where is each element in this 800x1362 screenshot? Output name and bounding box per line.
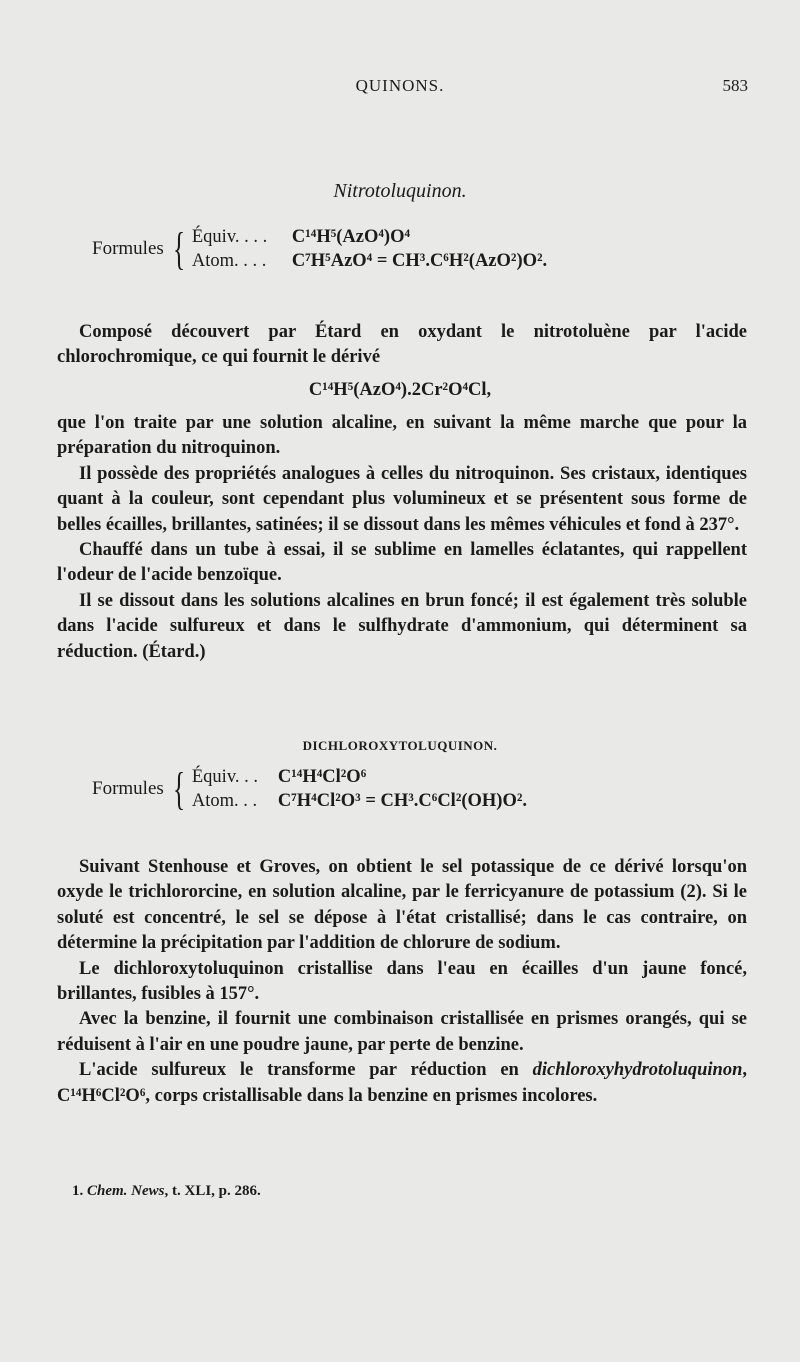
text-block-1 — [57, 320, 747, 371]
paragraph: Le dichloroxytoluquinon cristallise dans l'eau en écailles d'un jaune foncé, brillantes, fusibles à 157°. — [57, 958, 747, 1005]
brace-icon: { — [172, 763, 185, 814]
text-run: L'acide sulfureux le transforme par réduction en — [79, 1060, 533, 1081]
compound-name: dichloroxyhydrotoluquinon — [532, 1060, 743, 1081]
formulas-block-1 — [92, 225, 547, 273]
text-block-2 — [57, 411, 747, 665]
center-formula: C¹⁴H⁵(AzO⁴).2Cr²O⁴Cl, — [308, 380, 492, 400]
footnote-number: 1. — [72, 1183, 84, 1199]
page-number: 583 — [722, 76, 748, 95]
formula-row — [192, 789, 527, 813]
header — [0, 76, 800, 102]
footnote-ref: , t. XLI, p. 286. — [164, 1183, 261, 1199]
formula-value: C⁷H⁵AzO⁴ = CH³.C⁶H²(AzO²)O². — [291, 251, 548, 271]
formulas-label: Formules — [92, 238, 164, 259]
formula-key: Atom. . . . — [191, 251, 267, 271]
paragraph: que l'on traite par une solution alcaline, en suivant la même marche que pour la préparation du nitroquinon. — [57, 413, 747, 459]
formula-value: C¹⁴H⁵(AzO⁴)O⁴ — [291, 227, 411, 247]
formula-value: C⁷H⁴Cl²O³ = CH³.C⁶Cl²(OH)O². — [277, 791, 528, 811]
formula-key: Équiv. . . — [191, 767, 258, 787]
formula-key: Équiv. . . . — [191, 227, 268, 247]
footnote — [72, 1183, 261, 1200]
text-run: , C¹⁴H⁶Cl²O⁶, corps cristallisable dans la benzine en prismes incolores. — [57, 1060, 747, 1106]
paragraph: Composé découvert par Étard en oxydant le nitrotoluène par l'acide chlorochromique, ce qui fournit le dérivé — [57, 322, 747, 368]
formula-row — [192, 249, 547, 273]
paragraph: Suivant Stenhouse et Groves, on obtient le sel potassique de ce dérivé lorsqu'on oxyde le trichlororcine, en solution alcaline, par le ferricyanure de potassium (2). Si le soluté est concentré, le sel se dépose à l'état cristallisé; dans le cas contraire, on détermine la précipitation par l'addition de chlorure de sodium. — [57, 857, 747, 954]
section-title: Nitrotoluquinon. — [333, 180, 467, 202]
formulas-block-2 — [92, 765, 527, 813]
paragraph: Chauffé dans un tube à essai, il se sublime en lamelles éclatantes, qui rappellent l'odeur de l'acide benzoïque. — [57, 540, 747, 586]
paragraph: Avec la benzine, il fournit une combinaison cristallisée en prismes orangés, qui se réduisent à l'air en une poudre jaune, par perte de benzine. — [57, 1009, 747, 1055]
text-block-3 — [57, 855, 747, 1109]
paragraph — [57, 1058, 747, 1109]
formula-row — [192, 765, 527, 789]
footnote-journal: Chem. News — [87, 1183, 165, 1199]
section-heading: DICHLOROXYTOLUQUINON. — [302, 738, 498, 753]
formula-value: C¹⁴H⁴Cl²O⁶ — [277, 767, 367, 787]
paragraph: Il se dissout dans les solutions alcalines en brun foncé; il est également très soluble dans l'acide sulfureux et dans le sulfhydrate d'ammonium, qui déterminent sa réduction. (Étard.) — [57, 590, 747, 662]
formulas-label: Formules — [92, 778, 164, 799]
formula-row — [192, 225, 547, 249]
brace-icon: { — [172, 223, 185, 274]
formula-key: Atom. . . — [191, 791, 258, 811]
paragraph: Il possède des propriétés analogues à celles du nitroquinon. Ses cristaux, identiques quant à la couleur, sont cependant plus volumineux et se présentent sous forme de belles écailles, brillantes, satinées; il se dissout dans les mêmes véhicules et fond à 237°. — [57, 463, 747, 535]
running-head: QUINONS. — [355, 76, 445, 95]
